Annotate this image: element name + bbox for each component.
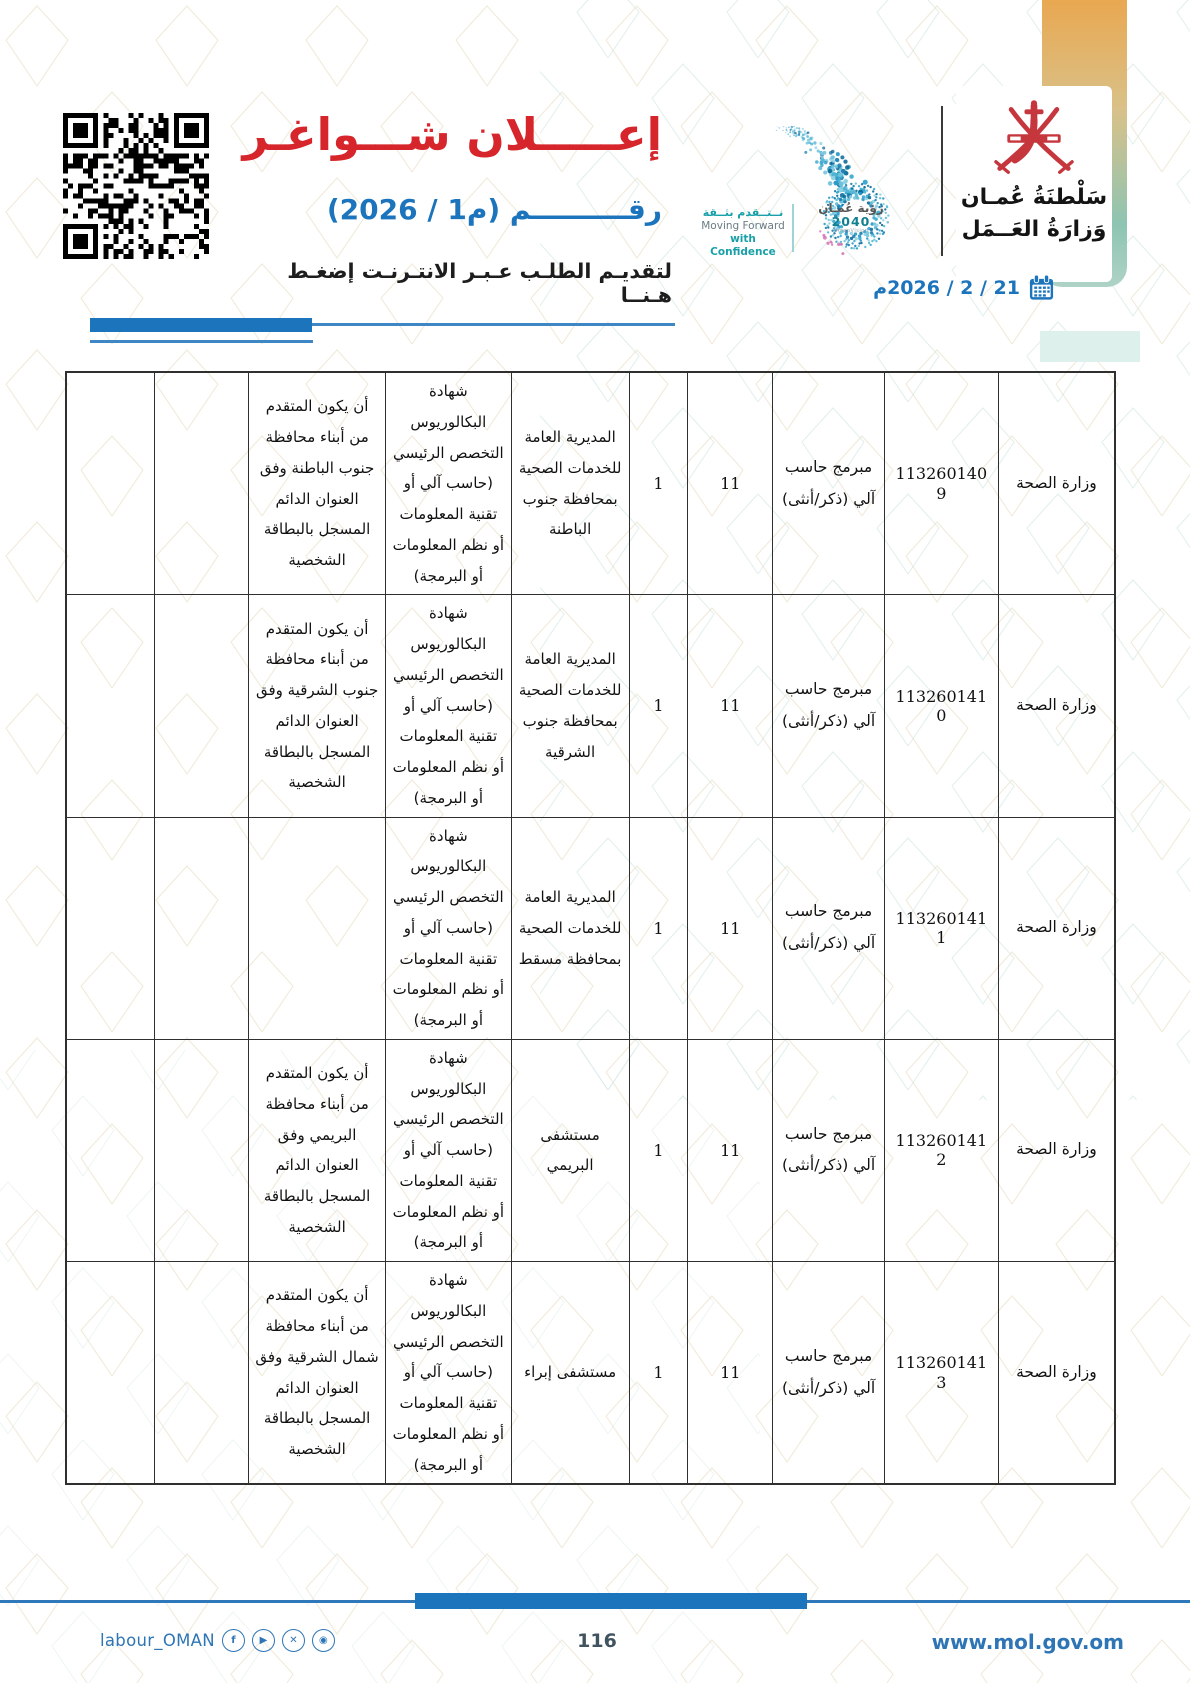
emblem-country: سَلْطنَةُ عُمـان: [960, 185, 1108, 210]
social-handle: labour_OMAN: [100, 1631, 215, 1650]
x-icon[interactable]: ✕: [282, 1629, 305, 1652]
cell-qualification: شهادة البكالوريوس التخصص الرئيسي (حاسب آلي أو تقنية المعلومات أو نظم المعلومات أو البرمجة): [385, 595, 511, 817]
cell-vacancy-number: 1132601409: [884, 372, 998, 595]
calendar-icon: [1028, 274, 1055, 302]
cell-qualification: شهادة البكالوريوس التخصص الرئيسي (حاسب آلي أو تقنية المعلومات أو نظم المعلومات أو البرمجة): [385, 1262, 511, 1485]
vacancies-table: [65, 371, 1116, 1485]
cell-grade: 11: [688, 595, 773, 817]
cell-ministry: وزارة الصحة: [998, 1039, 1115, 1261]
vision-wordmark-caption: OmanVision: [833, 227, 869, 234]
cell-count: 1: [629, 595, 688, 817]
cell-count: 1: [629, 1262, 688, 1485]
vision-tagline-ar: نــتــقدم بثــقة: [702, 206, 784, 219]
cell-job-title: مبرمج حاسب آلي (ذكر/أنثى): [773, 1262, 885, 1485]
cell-ministry: وزارة الصحة: [998, 817, 1115, 1039]
cell-work-location: مستشفى إبراء: [511, 1262, 629, 1485]
cell-ministry: وزارة الصحة: [998, 595, 1115, 817]
cell-empty: [66, 1039, 155, 1261]
table-row: [66, 1039, 1115, 1261]
cell-grade: 11: [688, 372, 773, 595]
vision-tagline-en2: with Confidence: [710, 232, 776, 258]
cell-conditions: [249, 817, 386, 1039]
instagram-icon[interactable]: ◉: [312, 1629, 335, 1652]
announcement-date: 21 / 2 / 2026م: [873, 277, 1020, 299]
ministry-logo-panel: [956, 86, 1112, 282]
apply-online-link[interactable]: لتقديـم الطلـب عـبـر الانتـرنـت إضغـط هـنــا: [287, 259, 672, 307]
cell-conditions: أن يكون المتقدم من أبناء محافظة جنوب الباطنة وفق العنوان الدائم المسجل بالبطاقة الشخصية: [249, 372, 386, 595]
cell-vacancy-number: 1132601413: [884, 1262, 998, 1485]
logo-divider: [941, 106, 943, 256]
youtube-icon[interactable]: ▶: [252, 1629, 275, 1652]
cell-work-location: المديرية العامة للخدمات الصحية بمحافظة جنوب الباطنة: [511, 372, 629, 595]
cell-work-location: المديرية العامة للخدمات الصحية بمحافظة مسقط: [511, 817, 629, 1039]
cell-empty: [155, 1262, 249, 1485]
table-row: [66, 372, 1115, 595]
facebook-icon[interactable]: f: [222, 1629, 245, 1652]
vision-wordmark-name: رؤية عُمـان: [818, 201, 884, 215]
cell-job-title: مبرمج حاسب آلي (ذكر/أنثى): [773, 817, 885, 1039]
table-row: [66, 817, 1115, 1039]
oman-vision-2040-logo: [698, 126, 893, 261]
cell-vacancy-number: 1132601410: [884, 595, 998, 817]
cell-ministry: وزارة الصحة: [998, 1262, 1115, 1485]
cell-qualification: شهادة البكالوريوس التخصص الرئيسي (حاسب آلي أو تقنية المعلومات أو نظم المعلومات أو البرمجة): [385, 372, 511, 595]
title-underline-line: [312, 323, 675, 326]
cell-empty: [155, 817, 249, 1039]
cell-job-title: مبرمج حاسب آلي (ذكر/أنثى): [773, 595, 885, 817]
page-number: 116: [577, 1630, 617, 1652]
title-underline-line2: [90, 340, 313, 343]
cell-vacancy-number: 1132601411: [884, 817, 998, 1039]
cell-qualification: شهادة البكالوريوس التخصص الرئيسي (حاسب آلي أو تقنية المعلومات أو نظم المعلومات أو البرمجة): [385, 1039, 511, 1261]
website-link[interactable]: www.mol.gov.om: [931, 1630, 1124, 1654]
cell-empty: [155, 595, 249, 817]
cell-conditions: أن يكون المتقدم من أبناء محافظة شمال الشرقية وفق العنوان الدائم المسجل بالبطاقة الشخصية: [249, 1262, 386, 1485]
cell-count: 1: [629, 372, 688, 595]
cell-vacancy-number: 1132601412: [884, 1039, 998, 1261]
cell-empty: [66, 372, 155, 595]
cell-job-title: مبرمج حاسب آلي (ذكر/أنثى): [773, 1039, 885, 1261]
national-emblem-icon: [986, 98, 1082, 178]
vision-wordmark-year: 2040: [831, 214, 871, 230]
social-block: [100, 1629, 335, 1652]
cell-job-title: مبرمج حاسب آلي (ذكر/أنثى): [773, 372, 885, 595]
qr-code[interactable]: [63, 113, 209, 259]
cell-grade: 11: [688, 1262, 773, 1485]
table-row: [66, 1262, 1115, 1485]
vision-wordmark: [812, 202, 890, 234]
cell-empty: [155, 1039, 249, 1261]
cell-empty: [155, 372, 249, 595]
cell-count: 1: [629, 817, 688, 1039]
cell-empty: [66, 595, 155, 817]
title-underline-bar: [90, 318, 312, 332]
cell-conditions: أن يكون المتقدم من أبناء محافظة جنوب الشرقية وفق العنوان الدائم المسجل بالبطاقة الشخصية: [249, 595, 386, 817]
date-row: [855, 274, 1055, 302]
cell-work-location: المديرية العامة للخدمات الصحية بمحافظة جنوب الشرقية: [511, 595, 629, 817]
cell-grade: 11: [688, 817, 773, 1039]
table-row: [66, 595, 1115, 817]
footer-bar: [415, 1593, 807, 1609]
cell-ministry: وزارة الصحة: [998, 372, 1115, 595]
cell-qualification: شهادة البكالوريوس التخصص الرئيسي (حاسب آلي أو تقنية المعلومات أو نظم المعلومات أو البرمجة): [385, 817, 511, 1039]
cell-count: 1: [629, 1039, 688, 1261]
cell-conditions: أن يكون المتقدم من أبناء محافظة البريمي وفق العنوان الدائم المسجل بالبطاقة الشخصية: [249, 1039, 386, 1261]
cell-empty: [66, 1262, 155, 1485]
emblem-ministry: وَزارَةُ العَــمَل: [961, 216, 1107, 242]
vision-swoosh-icon: [770, 126, 895, 261]
announcement-title: إعـــــلان شـــواغـر: [242, 108, 662, 161]
cell-work-location: مستشفى البريمي: [511, 1039, 629, 1261]
vision-tagline-en1: Moving Forward: [701, 219, 785, 232]
cell-empty: [66, 817, 155, 1039]
announcement-number: رقــــــــــم (م1 / 2026): [326, 193, 662, 226]
cell-grade: 11: [688, 1039, 773, 1261]
